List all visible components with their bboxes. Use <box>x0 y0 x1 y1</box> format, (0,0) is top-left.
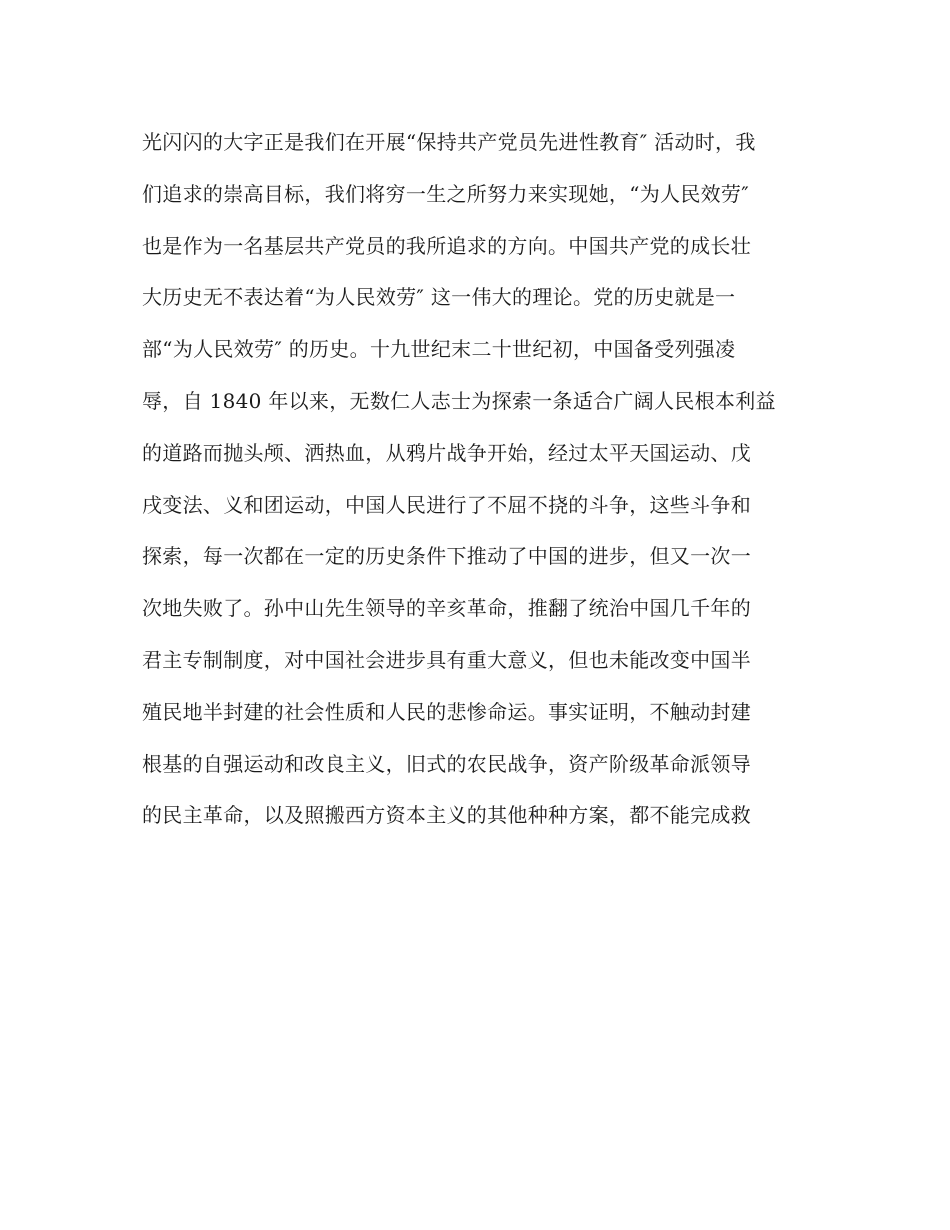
text-line: 大历史无不表达着“为人民效劳″ 这一伟大的理论。党的历史就是一 <box>142 285 736 310</box>
text-line: 的民主革命，以及照搬西方资本主义的其他种种方案，都不能完成救 <box>142 803 751 828</box>
text-line: 的道路而抛头颅、洒热血，从鸦片战争开始，经过太平天国运动、戊 <box>142 440 751 465</box>
text-line: 君主专制制度，对中国社会进步具有重大意义，但也未能改变中国半 <box>142 647 751 672</box>
text-line: 辱，自 1840 年以来，无数仁人志士为探索一条适合广阔人民根本利益 <box>142 388 776 413</box>
text-line: 部“为人民效劳″ 的历史。十九世纪末二十世纪初，中国备受列强凌 <box>142 337 736 362</box>
text-line: 光闪闪的大字正是我们在开展“保持共产党员先进性教育″ 活动时，我 <box>142 130 756 154</box>
text-line: 也是作为一名基层共产党员的我所追求的方向。中国共产党的成长壮 <box>142 233 751 258</box>
body-paragraph <box>142 120 822 845</box>
text-line: 们追求的崇高目标，我们将穷一生之所努力来实现她，“为人民效劳″ <box>142 181 749 206</box>
text-line: 戌变法、义和团运动，中国人民进行了不屈不挠的斗争，这些斗争和 <box>142 492 751 517</box>
text-line: 探索，每一次都在一定的历史条件下推动了中国的进步，但又一次一 <box>142 544 751 569</box>
text-line: 次地失败了。孙中山先生领导的辛亥革命，推翻了统治中国几千年的 <box>142 596 751 621</box>
text-line: 殖民地半封建的社会性质和人民的悲惨命运。事实证明，不触动封建 <box>142 699 751 724</box>
text-line: 根基的自强运动和改良主义，旧式的农民战争，资产阶级革命派领导 <box>142 751 751 776</box>
